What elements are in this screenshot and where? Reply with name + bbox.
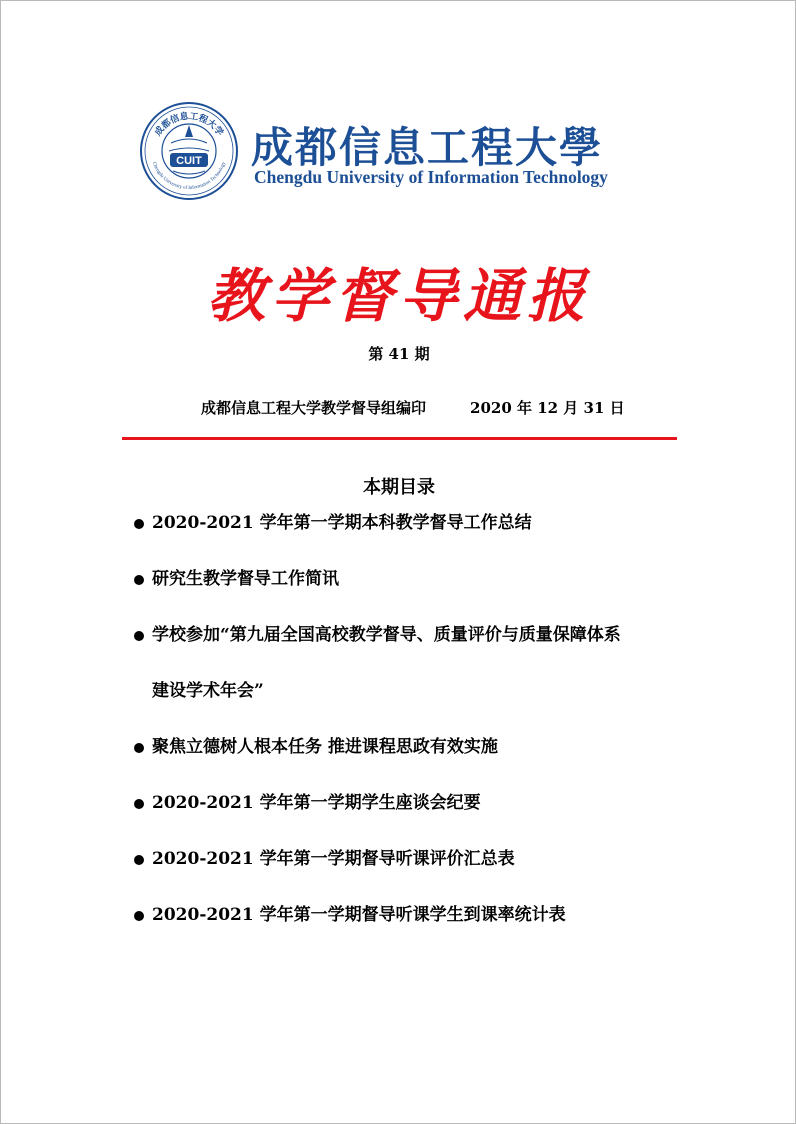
toc-item xyxy=(132,845,692,873)
issue-number: 第 41 期 xyxy=(368,345,430,363)
toc-item-text: 研究生教学督导工作简讯 xyxy=(152,569,339,589)
bullet-icon xyxy=(134,743,144,753)
red-divider xyxy=(122,437,677,440)
toc-item xyxy=(132,621,692,705)
publisher: 成都信息工程大学教学督导组编印 xyxy=(201,399,427,417)
toc-item-text: 2020-2021 学年第一学期本科教学督导工作总结 xyxy=(152,513,532,533)
university-name-en: Chengdu University of Information Technology xyxy=(254,167,608,187)
bullet-icon xyxy=(134,575,144,585)
toc-item xyxy=(132,733,692,761)
toc-item-text: 2020-2021 学年第一学期督导听课学生到课率统计表 xyxy=(152,905,566,925)
bullet-icon xyxy=(134,911,144,921)
seal-center-text: CUIT xyxy=(176,155,202,167)
bullet-icon xyxy=(134,855,144,865)
table-of-contents xyxy=(132,509,692,929)
toc-item xyxy=(132,565,692,593)
bullet-icon xyxy=(134,631,144,641)
university-name-cn: 成都信息工程大學 xyxy=(251,123,604,172)
toc-item-text: 学校参加“第九届全国高校教学督导、质量评价与质量保障体系 xyxy=(152,625,621,645)
bullet-icon xyxy=(134,799,144,809)
toc-item-text: 2020-2021 学年第一学期督导听课评价汇总表 xyxy=(152,849,515,869)
toc-item-text: 聚焦立德树人根本任务 推进课程思政有效实施 xyxy=(152,737,498,757)
seal-bottom-text: Chengdu University of Information Technology xyxy=(150,161,228,192)
bullet-icon xyxy=(134,519,144,529)
seal-top-text: 成都信息工程大学 xyxy=(153,111,225,139)
toc-item xyxy=(132,789,692,817)
toc-item-text: 2020-2021 学年第一学期学生座谈会纪要 xyxy=(152,793,481,813)
publisher-line xyxy=(201,397,625,418)
toc-heading: 本期目录 xyxy=(363,477,435,498)
toc-item xyxy=(132,901,692,929)
university-seal-icon xyxy=(139,101,239,201)
university-logo xyxy=(139,101,639,201)
toc-item-text-continued: 建设学术年会” xyxy=(152,681,264,701)
publish-date: 2020 年 12 月 31 日 xyxy=(470,399,625,417)
toc-item xyxy=(132,509,692,537)
bulletin-title: 教学督导通报 xyxy=(206,262,591,330)
